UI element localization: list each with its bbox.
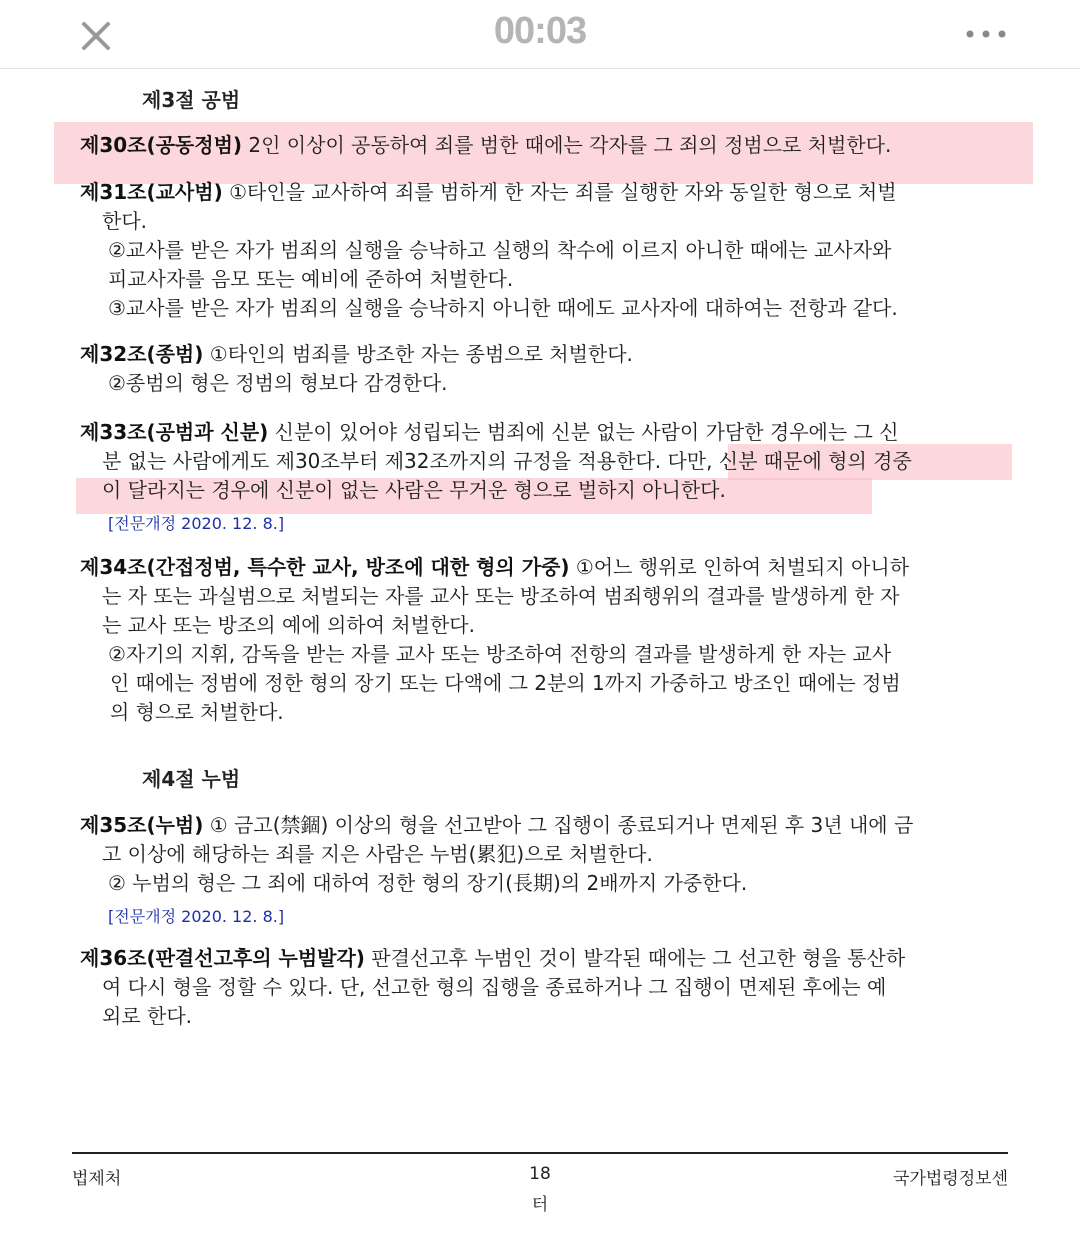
article-text: ① 금고(禁錮) 이상의 형을 선고받아 그 집행이 종료되거나 면제된 후 3년 내에 금 [203, 813, 914, 837]
article-text: 피교사자를 음모 또는 예비에 준하여 처벌한다. [108, 267, 514, 291]
more-options-icon[interactable] [964, 22, 1008, 46]
footer-source: 법제처 [72, 1169, 122, 1189]
article-title: 제30조(공동정범) [80, 133, 243, 157]
article-text: 2인 이상이 공동하여 죄를 범한 때에는 각자를 그 죄의 정범으로 처벌한다. [242, 133, 892, 157]
article-30 [80, 131, 1010, 160]
footer-publisher: 국가법령정보센 [893, 1169, 1008, 1189]
article-text-highlighted: 이 달라지는 경우에 신분이 없는 사람은 무거운 형으로 벌하지 아니한다. [102, 478, 726, 502]
article-text: 판결선고후 누범인 것이 발각된 때에는 그 선고한 형을 통산하 [364, 946, 906, 970]
article-text: 의 형으로 처벌한다. [110, 700, 284, 724]
article-text: ①타인을 교사하여 죄를 범하게 한 자는 죄를 실행한 자와 동일한 형으로 처벌 [222, 180, 897, 204]
article-title: 제36조(판결선고후의 누범발각) [80, 946, 365, 970]
article-paragraph: ②종범의 형은 정범의 형보다 감경한다. [108, 371, 448, 395]
article-paragraph: ②자기의 지휘, 감독을 받는 자를 교사 또는 방조하여 전항의 결과를 발생하게 한 자는 교사 [108, 642, 892, 666]
article-text: 분 없는 사람에게도 제30조부터 제32조까지의 규정을 적용한다. [102, 449, 662, 473]
amendment-note: [전문개정 2020. 12. 8.] [108, 514, 285, 533]
article-paragraph: ②교사를 받은 자가 범죄의 실행을 승낙하고 실행의 착수에 이르지 아니한 때에는 교사자와 [108, 238, 892, 262]
article-title: 제35조(누범) [80, 813, 204, 837]
article-text: 는 자 또는 과실범으로 처벌되는 자를 교사 또는 방조하여 범죄행위의 결과를 발생하게 한 자 [102, 584, 900, 608]
article-33 [80, 418, 1010, 505]
article-text-highlighted: 다만, 신분 때문에 형의 경중 [661, 449, 912, 473]
article-text: 는 교사 또는 방조의 예에 의하여 처벌한다. [102, 613, 475, 637]
article-text: 여 다시 형을 정할 수 있다. 단, 선고한 형의 집행을 종료하거나 그 집행이 면제된 후에는 예 [102, 975, 887, 999]
article-text: 한다. [102, 209, 147, 233]
article-title: 제32조(종범) [80, 342, 204, 366]
top-bar [0, 0, 1080, 69]
timer: 00:03 [493, 10, 587, 52]
article-32 [80, 340, 1010, 398]
article-text: 인 때에는 정범에 정한 형의 장기 또는 다액에 그 2분의 1까지 가중하고 방조인 때에는 정범 [110, 671, 901, 695]
article-title: 제33조(공범과 신분) [80, 420, 269, 444]
article-text: 외로 한다. [102, 1004, 192, 1028]
amendment-note: [전문개정 2020. 12. 8.] [108, 907, 285, 926]
article-title: 제34조(간접정범, 특수한 교사, 방조에 대한 형의 가중) [80, 555, 570, 579]
article-text: 신분이 있어야 성립되는 범죄에 신분 없는 사람이 가담한 경우에는 그 신 [268, 420, 899, 444]
article-text: 고 이상에 해당하는 죄를 지은 사람은 누범(累犯)으로 처벌한다. [102, 842, 653, 866]
article-title: 제31조(교사범) [80, 180, 223, 204]
section-title: 제4절 누범 [142, 767, 241, 791]
article-text: ①타인의 범죄를 방조한 자는 종범으로 처벌한다. [203, 342, 633, 366]
article-34 [80, 553, 1010, 727]
footer-publisher-wrap: 터 [531, 1195, 549, 1215]
article-35 [80, 811, 1010, 898]
page-number: 18 [529, 1164, 551, 1184]
article-31 [80, 178, 1010, 323]
article-text: ①어느 행위로 인하여 처벌되지 아니하 [569, 555, 910, 579]
article-paragraph: ③교사를 받은 자가 범죄의 실행을 승낙하지 아니한 때에도 교사자에 대하여는 전항과 같다. [108, 296, 898, 320]
section-title: 제3절 공범 [142, 88, 241, 112]
footer-divider [72, 1152, 1008, 1154]
article-paragraph: ② 누범의 형은 그 죄에 대하여 정한 형의 장기(長期)의 2배까지 가중한다. [108, 871, 748, 895]
article-36 [80, 944, 1010, 1031]
